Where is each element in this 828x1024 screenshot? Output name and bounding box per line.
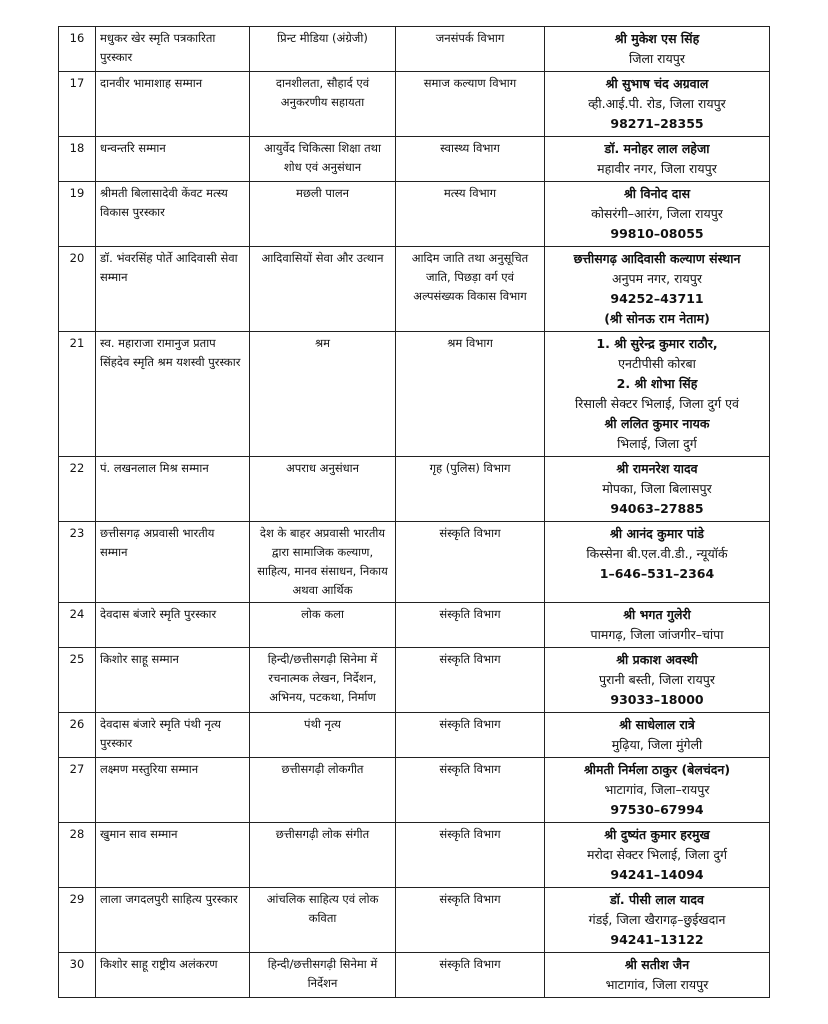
award-name-cell: धन्वन्तरि सम्मान — [96, 137, 250, 182]
table-row — [59, 758, 770, 823]
winner-line: श्री सतीश जैन — [624, 957, 690, 972]
winner-line: 94063–27885 — [610, 501, 704, 516]
award-field-cell: हिन्दी/छत्तीसगढ़ी सिनेमा में रचनात्मक लेखन, निर्देशन, अभिनय, पटकथा, निर्माण — [250, 648, 396, 713]
department-cell: संस्कृति विभाग — [396, 522, 545, 603]
department-cell: स्वास्थ्य विभाग — [396, 137, 545, 182]
department-cell: संस्कृति विभाग — [396, 888, 545, 953]
department-cell: मत्स्य विभाग — [396, 182, 545, 247]
award-field-cell: आंचलिक साहित्य एवं लोक कविता — [250, 888, 396, 953]
winner-cell — [545, 522, 770, 603]
award-name-cell: दानवीर भामाशाह सम्मान — [96, 72, 250, 137]
winner-line: श्री सुभाष चंद अग्रवाल — [605, 76, 709, 91]
winner-line: श्री दुष्यंत कुमार हरमुख — [604, 827, 710, 842]
winner-line: छत्तीसगढ़ आदिवासी कल्याण संस्थान — [573, 251, 741, 266]
awards-table — [58, 26, 770, 998]
winner-line: श्री विनोद दास — [623, 186, 691, 201]
winner-line: जिला रायपुर — [628, 51, 685, 66]
award-name-cell: स्व. महाराजा रामानुज प्रताप सिंहदेव स्मृति श्रम यशस्वी पुरस्कार — [96, 332, 250, 457]
winner-line: 98271–28355 — [610, 116, 704, 131]
award-field-cell: श्रम — [250, 332, 396, 457]
winner-cell — [545, 457, 770, 522]
department-cell: जनसंपर्क विभाग — [396, 27, 545, 72]
table-row — [59, 888, 770, 953]
winner-line: श्री साधेलाल रात्रे — [619, 717, 695, 732]
winner-cell — [545, 247, 770, 332]
award-field-cell: लोक कला — [250, 603, 396, 648]
winner-cell — [545, 137, 770, 182]
winner-line: 94252–43711 — [610, 291, 704, 306]
winner-cell — [545, 648, 770, 713]
winner-line: श्री प्रकाश अवस्थी — [616, 652, 698, 667]
serial-number-cell: 26 — [59, 713, 96, 758]
award-field-cell: अपराध अनुसंधान — [250, 457, 396, 522]
award-name-cell: देवदास बंजारे स्मृति पुरस्कार — [96, 603, 250, 648]
award-field-cell: प्रिन्ट मीडिया (अंग्रेजी) — [250, 27, 396, 72]
award-field-cell: छत्तीसगढ़ी लोक संगीत — [250, 823, 396, 888]
serial-number-cell: 25 — [59, 648, 96, 713]
department-cell: संस्कृति विभाग — [396, 953, 545, 998]
department-cell: गृह (पुलिस) विभाग — [396, 457, 545, 522]
award-name-cell: खुमान साव सम्मान — [96, 823, 250, 888]
award-field-cell: आयुर्वेद चिकित्सा शिक्षा तथा शोध एवं अनुसंधान — [250, 137, 396, 182]
winner-cell — [545, 823, 770, 888]
award-name-cell: लक्ष्मण मस्तुरिया सम्मान — [96, 758, 250, 823]
serial-number-cell: 22 — [59, 457, 96, 522]
serial-number-cell: 28 — [59, 823, 96, 888]
award-name-cell: छत्तीसगढ़ अप्रवासी भारतीय सम्मान — [96, 522, 250, 603]
serial-number-cell: 21 — [59, 332, 96, 457]
table-row — [59, 182, 770, 247]
winner-line: मुढ़िया, जिला मुंगेली — [611, 737, 703, 752]
winner-line: 1. श्री सुरेन्द्र कुमार राठौर, — [596, 336, 718, 351]
table-row — [59, 137, 770, 182]
serial-number-cell: 18 — [59, 137, 96, 182]
table-row — [59, 522, 770, 603]
department-cell: समाज कल्याण विभाग — [396, 72, 545, 137]
winner-cell — [545, 182, 770, 247]
department-cell: श्रम विभाग — [396, 332, 545, 457]
winner-cell — [545, 72, 770, 137]
awards-table-body — [59, 27, 770, 998]
winner-cell — [545, 27, 770, 72]
serial-number-cell: 19 — [59, 182, 96, 247]
department-cell: आदिम जाति तथा अनुसूचित जाति, पिछड़ा वर्ग एवं अल्पसंख्यक विकास विभाग — [396, 247, 545, 332]
winner-line: डॉ. पीसी लाल यादव — [609, 892, 705, 907]
table-row — [59, 953, 770, 998]
winner-line: डॉ. मनोहर लाल लहेजा — [604, 141, 710, 156]
award-name-cell: डॉ. भंवरसिंह पोर्ते आदिवासी सेवा सम्मान — [96, 247, 250, 332]
serial-number-cell: 20 — [59, 247, 96, 332]
winner-line: पुरानी बस्ती, जिला रायपुर — [599, 672, 715, 687]
winner-line: गंडई, जिला खैरागढ़–छुईखदान — [588, 912, 726, 927]
winner-line: 1–646–531–2364 — [599, 566, 715, 581]
serial-number-cell: 30 — [59, 953, 96, 998]
award-name-cell: लाला जगदलपुरी साहित्य पुरस्कार — [96, 888, 250, 953]
winner-line: भिलाई, जिला दुर्ग — [617, 436, 697, 451]
table-row — [59, 27, 770, 72]
winner-cell — [545, 758, 770, 823]
serial-number-cell: 23 — [59, 522, 96, 603]
winner-line: व्ही.आई.पी. रोड, जिला रायपुर — [588, 96, 726, 111]
winner-line: मरोदा सेक्टर भिलाई, जिला दुर्ग — [586, 847, 728, 862]
winner-line: किस्सेना बी.एल.वी.डी., न्यूयॉर्क — [586, 546, 728, 561]
winner-line: भाटागांव, जिला–रायपुर — [604, 782, 710, 797]
winner-line: 93033–18000 — [610, 692, 704, 707]
winner-line: 97530–67994 — [610, 802, 704, 817]
serial-number-cell: 17 — [59, 72, 96, 137]
award-name-cell: पं. लखनलाल मिश्र सम्मान — [96, 457, 250, 522]
award-field-cell: दानशीलता, सौहार्द एवं अनुकरणीय सहायता — [250, 72, 396, 137]
winner-line: श्री रामनरेश यादव — [616, 461, 698, 476]
award-name-cell: मधुकर खेर स्मृति पत्रकारिता पुरस्कार — [96, 27, 250, 72]
award-name-cell: किशोर साहू सम्मान — [96, 648, 250, 713]
department-cell: संस्कृति विभाग — [396, 648, 545, 713]
award-field-cell: छत्तीसगढ़ी लोकगीत — [250, 758, 396, 823]
winner-line: श्री आनंद कुमार पांडे — [610, 526, 704, 541]
winner-line: श्री ललित कुमार नायक — [604, 416, 710, 431]
department-cell: संस्कृति विभाग — [396, 713, 545, 758]
serial-number-cell: 27 — [59, 758, 96, 823]
winner-line: महावीर नगर, जिला रायपुर — [597, 161, 717, 176]
award-name-cell: श्रीमती बिलासादेवी केंवट मत्स्य विकास पुरस्कार — [96, 182, 250, 247]
winner-line: 94241–14094 — [610, 867, 704, 882]
table-row — [59, 457, 770, 522]
table-row — [59, 247, 770, 332]
winner-line: (श्री सोनऊ राम नेताम) — [604, 311, 710, 326]
winner-cell — [545, 603, 770, 648]
award-name-cell: किशोर साहू राष्ट्रीय अलंकरण — [96, 953, 250, 998]
winner-line: 2. श्री शोभा सिंह — [616, 376, 698, 391]
award-field-cell: हिन्दी/छत्तीसगढ़ी सिनेमा में निर्देशन — [250, 953, 396, 998]
winner-line: 94241–13122 — [610, 932, 704, 947]
winner-line: रिसाली सेक्टर भिलाई, जिला दुर्ग एवं — [575, 396, 739, 411]
table-row — [59, 603, 770, 648]
winner-line: मोपका, जिला बिलासपुर — [602, 481, 712, 496]
winner-line: श्री भगत गुलेरी — [623, 607, 691, 622]
award-field-cell: देश के बाहर अप्रवासी भारतीय द्वारा सामाजिक कल्याण, साहित्य, मानव संसाधन, निकाय अथवा आर्थिक — [250, 522, 396, 603]
serial-number-cell: 16 — [59, 27, 96, 72]
award-field-cell: पंथी नृत्य — [250, 713, 396, 758]
winner-line: भाटागांव, जिला रायपुर — [605, 977, 709, 992]
department-cell: संस्कृति विभाग — [396, 823, 545, 888]
winner-cell — [545, 888, 770, 953]
department-cell: संस्कृति विभाग — [396, 758, 545, 823]
award-field-cell: मछली पालन — [250, 182, 396, 247]
table-row — [59, 713, 770, 758]
winner-cell — [545, 332, 770, 457]
winner-line: श्रीमती निर्मला ठाकुर (बेलचंदन) — [583, 762, 731, 777]
award-field-cell: आदिवासियों सेवा और उत्थान — [250, 247, 396, 332]
table-row — [59, 72, 770, 137]
serial-number-cell: 24 — [59, 603, 96, 648]
table-row — [59, 823, 770, 888]
winner-cell — [545, 953, 770, 998]
department-cell: संस्कृति विभाग — [396, 603, 545, 648]
winner-line: 99810–08055 — [610, 226, 704, 241]
winner-line: पामगढ़, जिला जांजगीर–चांपा — [590, 627, 724, 642]
award-name-cell: देवदास बंजारे स्मृति पंथी नृत्य पुरस्कार — [96, 713, 250, 758]
table-row — [59, 648, 770, 713]
table-row — [59, 332, 770, 457]
winner-cell — [545, 713, 770, 758]
serial-number-cell: 29 — [59, 888, 96, 953]
winner-line: कोसरंगी–आरंग, जिला रायपुर — [591, 206, 723, 221]
winner-line: एनटीपीसी कोरबा — [618, 356, 696, 371]
winner-line: अनुपम नगर, रायपुर — [612, 271, 702, 286]
winner-line: श्री मुकेश एस सिंह — [614, 31, 700, 46]
